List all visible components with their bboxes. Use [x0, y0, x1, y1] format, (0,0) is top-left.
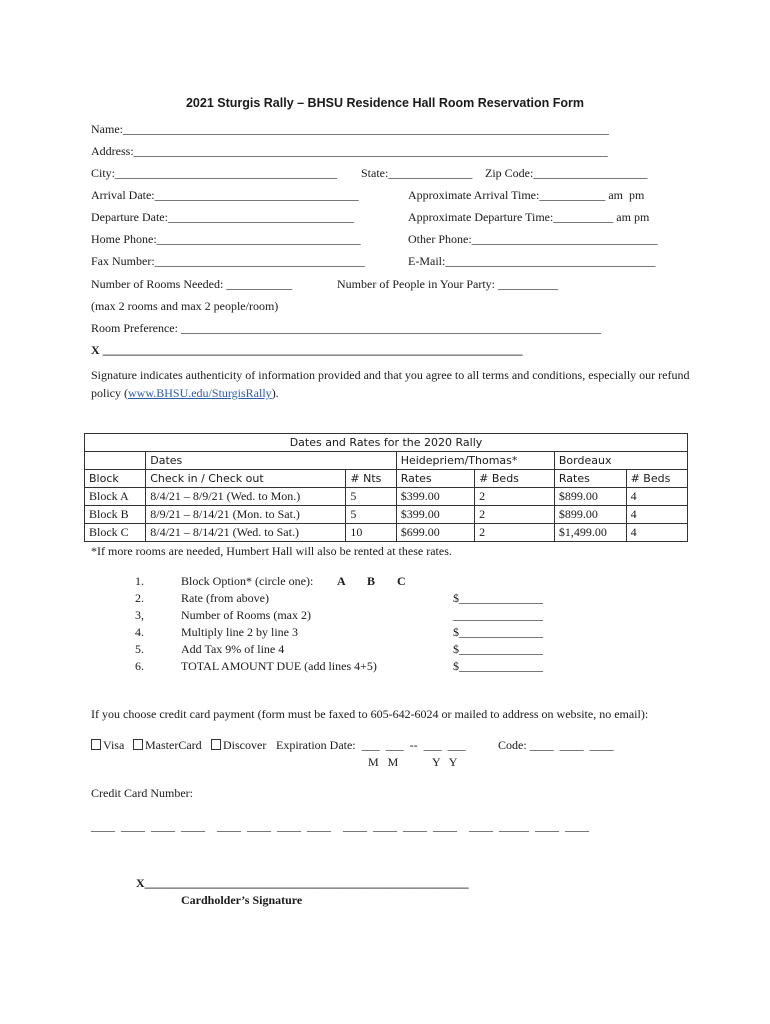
discover-option[interactable] — [211, 738, 266, 753]
visa-label: Visa — [103, 738, 125, 752]
email-field[interactable]: E-Mail:___________________________________ — [408, 254, 656, 268]
cardholder-signature-line[interactable]: X______________________________________________________ — [136, 876, 469, 890]
home-phone-field[interactable]: Home Phone:__________________________________ — [91, 232, 361, 246]
calc-label: Rate (from above) — [181, 591, 269, 605]
calc-num: 3, — [135, 608, 144, 622]
rates-table — [84, 433, 688, 542]
cardholder-signature-label: Cardholder’s Signature — [181, 893, 303, 907]
departure-time-field[interactable]: Approximate Departure Time:__________ am pm — [408, 210, 650, 224]
calc-label: Block Option* (circle one): — [181, 574, 314, 588]
table-cell: $1,499.00 — [554, 524, 626, 542]
calc-num: 6. — [135, 659, 144, 673]
credit-card-label: Credit Card Number: — [91, 786, 193, 800]
state-field[interactable]: State:______________ — [361, 166, 473, 180]
visa-checkbox[interactable] — [91, 739, 101, 750]
col-header: Rates — [554, 470, 626, 488]
col-header: # Beds — [475, 470, 555, 488]
fax-field[interactable]: Fax Number:___________________________________ — [91, 254, 365, 268]
calc-label: Add Tax 9% of line 4 — [181, 642, 285, 656]
table-cell: 4 — [626, 524, 687, 542]
zip-field[interactable]: Zip Code:___________________ — [485, 166, 648, 180]
table-cell: $899.00 — [554, 488, 626, 506]
calc-num: 1. — [135, 574, 144, 588]
calc-label: TOTAL AMOUNT DUE (add lines 4+5) — [181, 659, 377, 673]
group-header-empty — [85, 452, 146, 470]
table-cell: 2 — [475, 524, 555, 542]
city-field[interactable]: City:_____________________________________ — [91, 166, 338, 180]
table-cell: 5 — [346, 506, 396, 524]
other-phone-field[interactable]: Other Phone:_______________________________ — [408, 232, 658, 246]
table-cell: $899.00 — [554, 506, 626, 524]
table-cell: Block A — [85, 488, 146, 506]
departure-date-field[interactable]: Departure Date:_______________________________ — [91, 210, 354, 224]
col-header: Rates — [396, 470, 474, 488]
visa-option[interactable] — [91, 738, 124, 753]
block-option-a[interactable]: A — [337, 574, 346, 588]
table-cell: 5 — [346, 488, 396, 506]
room-preference-field[interactable]: Room Preference: ______________________________________________________________________ — [91, 321, 601, 335]
table-cell: $399.00 — [396, 506, 474, 524]
table-row — [85, 506, 688, 524]
table-cell: 8/4/21 – 8/14/21 (Wed. to Sat.) — [146, 524, 346, 542]
calc-value-field[interactable]: $______________ — [453, 591, 543, 605]
mastercard-option[interactable] — [133, 738, 202, 753]
arrival-date-field[interactable]: Arrival Date:__________________________________ — [91, 188, 359, 202]
calc-num: 4. — [135, 625, 144, 639]
name-field[interactable]: Name:_________________________________________________________________________________ — [91, 122, 609, 136]
table-row — [85, 488, 688, 506]
address-field[interactable]: Address:_______________________________________________________________________________ — [91, 144, 608, 158]
rooms-needed-field[interactable]: Number of Rooms Needed: ___________ — [91, 277, 293, 291]
table-cell: 4 — [626, 506, 687, 524]
refund-policy-link[interactable]: www.BHSU.edu/SturgisRally — [128, 386, 272, 400]
col-header: # Beds — [626, 470, 687, 488]
security-code-field[interactable]: Code: ____ ____ ____ — [498, 738, 614, 752]
signature-note-end: ). — [271, 386, 279, 400]
table-cell: 10 — [346, 524, 396, 542]
col-header: # Nts — [346, 470, 396, 488]
block-option-c[interactable]: C — [397, 574, 406, 588]
table-cell: 8/9/21 – 8/14/21 (Mon. to Sat.) — [146, 506, 346, 524]
table-cell: 2 — [475, 488, 555, 506]
table-cell: 4 — [626, 488, 687, 506]
party-size-field[interactable]: Number of People in Your Party: __________ — [337, 277, 558, 291]
table-footnote: *If more rooms are needed, Humbert Hall will also be rented at these rates. — [91, 544, 452, 558]
year-label: Y Y — [432, 755, 458, 769]
table-cell: $399.00 — [396, 488, 474, 506]
max-rooms-note: (max 2 rooms and max 2 people/room) — [91, 299, 279, 313]
table-cell: Block B — [85, 506, 146, 524]
calc-value-field[interactable]: $______________ — [453, 642, 543, 656]
payment-intro: If you choose credit card payment (form must be faxed to 605-642-6024 or mailed to address on website, no email): — [91, 707, 649, 721]
signature-line[interactable]: X ______________________________________________________________________ — [91, 343, 523, 357]
mastercard-label: MasterCard — [145, 738, 202, 752]
table-cell: $699.00 — [396, 524, 474, 542]
mastercard-checkbox[interactable] — [133, 739, 143, 750]
group-header-hall1: Heidepriem/Thomas* — [396, 452, 554, 470]
calc-label: Multiply line 2 by line 3 — [181, 625, 298, 639]
signature-note-text: Signature indicates authenticity of information provided and that you agree to all terms and conditions, especially our refund policy ( — [91, 368, 690, 400]
col-header: Block — [85, 470, 146, 488]
page-title: 2021 Sturgis Rally – BHSU Residence Hall Room Reservation Form — [185, 96, 585, 110]
calc-label: Number of Rooms (max 2) — [181, 608, 311, 622]
expiration-field[interactable]: Expiration Date: ___ ___ -- ___ ___ — [276, 738, 466, 752]
calc-value-field[interactable]: _______________ — [453, 608, 543, 622]
calc-num: 5. — [135, 642, 144, 656]
block-option-b[interactable]: B — [367, 574, 376, 588]
discover-checkbox[interactable] — [211, 739, 221, 750]
signature-note — [91, 366, 691, 402]
table-cell: 2 — [475, 506, 555, 524]
table-row — [85, 524, 688, 542]
table-caption: Dates and Rates for the 2020 Rally — [85, 434, 688, 452]
calc-value-field[interactable]: $______________ — [453, 659, 543, 673]
table-cell: 8/4/21 – 8/9/21 (Wed. to Mon.) — [146, 488, 346, 506]
group-header-dates: Dates — [146, 452, 396, 470]
month-label: M M — [368, 755, 399, 769]
table-cell: Block C — [85, 524, 146, 542]
calc-value-field[interactable]: $______________ — [453, 625, 543, 639]
discover-label: Discover — [223, 738, 267, 752]
calc-num: 2. — [135, 591, 144, 605]
col-header: Check in / Check out — [146, 470, 346, 488]
credit-card-number-field[interactable]: ____ ____ ____ ____ ____ ____ ____ ____ ____ ____ ____ ____ ____ _____ ____ ____ — [91, 819, 589, 833]
group-header-hall2: Bordeaux — [554, 452, 687, 470]
arrival-time-field[interactable]: Approximate Arrival Time:___________ am pm — [408, 188, 645, 202]
